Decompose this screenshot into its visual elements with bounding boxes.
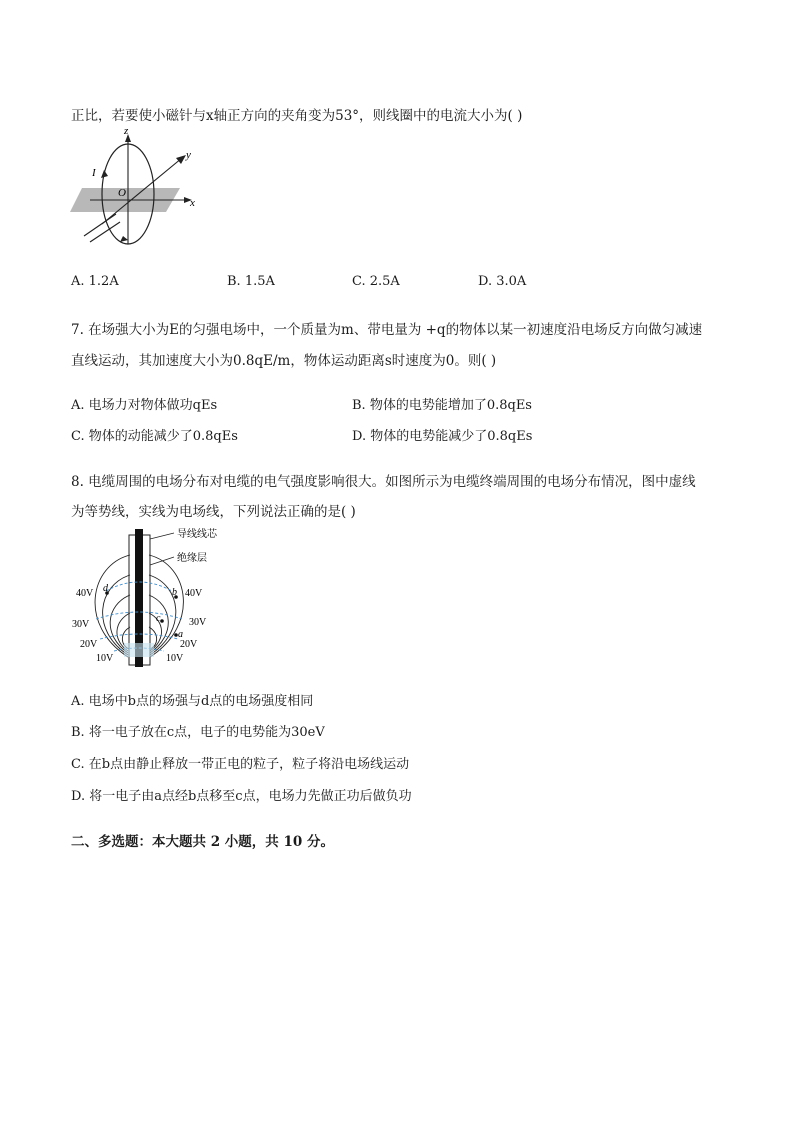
svg-text:a: a <box>178 629 183 640</box>
svg-text:b: b <box>172 587 177 598</box>
section-title: 二、多选题：本大题共 2 小题，共 10 分。 <box>71 834 334 850</box>
q8-option-b: B. 将一电子放在c点，电子的电势能为30eV <box>71 725 325 740</box>
q8-stem-line1: 8. 电缆周围的电场分布对电缆的电气强度影响很大。如图所示为电缆终端周围的电场分布情况，图中虚线 <box>71 474 696 490</box>
q6-option-d: D. 3.0A <box>478 274 527 289</box>
svg-text:40V: 40V <box>76 588 94 599</box>
q6-coil-figure <box>70 126 200 250</box>
svg-text:z: z <box>124 126 129 137</box>
q7-option-d: D. 物体的电势能减少了0.8qEs <box>352 429 533 444</box>
q8-option-c: C. 在b点由静止释放一带正电的粒子，粒子将沿电场线运动 <box>71 757 410 772</box>
svg-text:40V: 40V <box>185 588 203 599</box>
q8-cable-field-figure <box>70 525 230 671</box>
svg-text:30V: 30V <box>72 619 90 630</box>
q6-option-a: A. 1.2A <box>71 274 119 289</box>
q8-option-d: D. 将一电子由a点经b点移至c点，电场力先做正功后做负功 <box>71 789 412 804</box>
svg-text:10V: 10V <box>166 653 184 664</box>
svg-text:20V: 20V <box>80 639 98 650</box>
svg-text:I: I <box>92 167 96 179</box>
svg-text:导线线芯: 导线线芯 <box>177 529 217 540</box>
q7-stem-line2: 直线运动，其加速度大小为0.8qE/m，物体运动距离s时速度为0。则( ) <box>71 353 497 369</box>
svg-text:20V: 20V <box>180 639 198 650</box>
svg-text:c: c <box>156 613 161 624</box>
current-arrow-icon <box>101 170 108 178</box>
q7-option-a: A. 电场力对物体做功qEs <box>71 398 218 413</box>
svg-text:绝缘层: 绝缘层 <box>177 553 207 564</box>
q7-stem-line1: 7. 在场强大小为E的匀强电场中，一个质量为m、带电量为 +q的物体以某一初速度沿电场反方向做匀减速 <box>71 322 703 338</box>
svg-text:30V: 30V <box>189 617 207 628</box>
q7-option-b: B. 物体的电势能增加了0.8qEs <box>352 398 532 413</box>
q8-option-a: A. 电场中b点的场强与d点的电场强度相同 <box>71 694 314 709</box>
svg-text:O: O <box>118 187 126 199</box>
q6-option-c: C. 2.5A <box>352 274 400 289</box>
q7-option-c: C. 物体的动能减少了0.8qEs <box>71 429 238 444</box>
svg-text:d: d <box>103 583 108 594</box>
svg-text:x: x <box>190 197 195 209</box>
svg-text:10V: 10V <box>96 653 114 664</box>
q6-option-b: B. 1.5A <box>227 274 275 289</box>
svg-text:y: y <box>186 149 191 161</box>
q8-stem-line2: 为等势线，实线为电场线，下列说法正确的是( ) <box>71 504 356 520</box>
q6-stem: 正比，若要使小磁针与x轴正方向的夹角变为53°，则线圈中的电流大小为( ) <box>71 108 523 124</box>
